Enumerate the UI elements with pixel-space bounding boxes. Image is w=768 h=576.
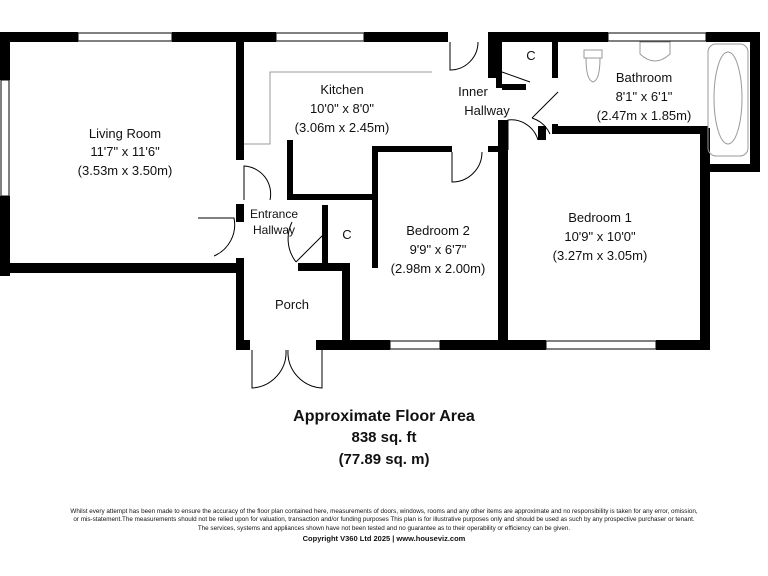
windows <box>1 33 706 349</box>
inner-hallway-line1: Inner <box>458 84 488 99</box>
bedroom-2-imperial: 9'9" x 6'7" <box>409 242 467 257</box>
entrance-hallway-label <box>250 207 298 237</box>
toilet-icon <box>584 50 602 82</box>
floor-area-title: Approximate Floor Area <box>293 408 475 425</box>
entrance-hallway-line2: Hallway <box>252 223 296 237</box>
cupboard-inner-name: C <box>526 48 536 63</box>
porch-name: Porch <box>275 297 309 312</box>
entrance-hallway-line1: Entrance <box>249 207 299 221</box>
bedroom-2-metric: (2.98m x 2.00m) <box>390 261 486 276</box>
living-room-name: Living Room <box>88 126 162 141</box>
bathroom-name: Bathroom <box>615 70 673 85</box>
bedroom-2-label <box>391 223 486 276</box>
sink-icon <box>640 42 670 61</box>
living-room-label <box>78 126 173 178</box>
inner-hallway-line2: Hallway <box>464 103 510 118</box>
bedroom-1-imperial: 10'9" x 10'0" <box>564 229 636 244</box>
floor-area-sqft: 838 sq. ft <box>351 429 417 446</box>
kitchen-name: Kitchen <box>320 82 364 97</box>
cupboard-inner-label <box>526 48 535 63</box>
cupboard-entrance-label <box>342 227 351 242</box>
living-room-metric: (3.53m x 3.50m) <box>77 163 173 178</box>
bedroom-1-metric: (3.27m x 3.05m) <box>552 248 648 263</box>
disclaimer-line-2: or mis-statement.The measurements should not be relied upon for valuation, transaction and/or funding purposes This plan is for illustrative purposes only and should be used as such by any prospective purchaser or tenant. <box>73 516 695 524</box>
kitchen-label <box>295 82 390 135</box>
living-room-imperial: 11'7" x 11'6" <box>90 144 160 159</box>
disclaimer-line-1: Whilst every attempt has been made to ensure the accuracy of the floor plan contained here, measurements of doors, windows, rooms and any other items are approximate and no responsibility is taken for any error, omission, <box>70 508 698 515</box>
floor-area-sqm: (77.89 sq. m) <box>338 451 430 468</box>
disclaimer <box>20 508 748 533</box>
porch-label <box>275 297 309 312</box>
cupboard-entrance-name: C <box>342 227 352 242</box>
kitchen-imperial: 10'0" x 8'0" <box>309 101 375 116</box>
bedroom-1-name: Bedroom 1 <box>568 210 632 225</box>
bedroom-2-name: Bedroom 2 <box>406 223 470 238</box>
disclaimer-line-3: The services, systems and appliances shown have not been tested and no guarantee as to their operability or efficiency can be given. <box>197 524 571 532</box>
kitchen-metric: (3.06m x 2.45m) <box>294 120 390 135</box>
bedroom-1-label <box>553 210 648 263</box>
bathroom-metric: (2.47m x 1.85m) <box>596 108 692 123</box>
copyright-notice: Copyright V360 Ltd 2025 | www.houseviz.com <box>302 534 466 543</box>
bathroom-label <box>597 70 692 123</box>
bathroom-imperial: 8'1" x 6'1" <box>615 89 673 104</box>
